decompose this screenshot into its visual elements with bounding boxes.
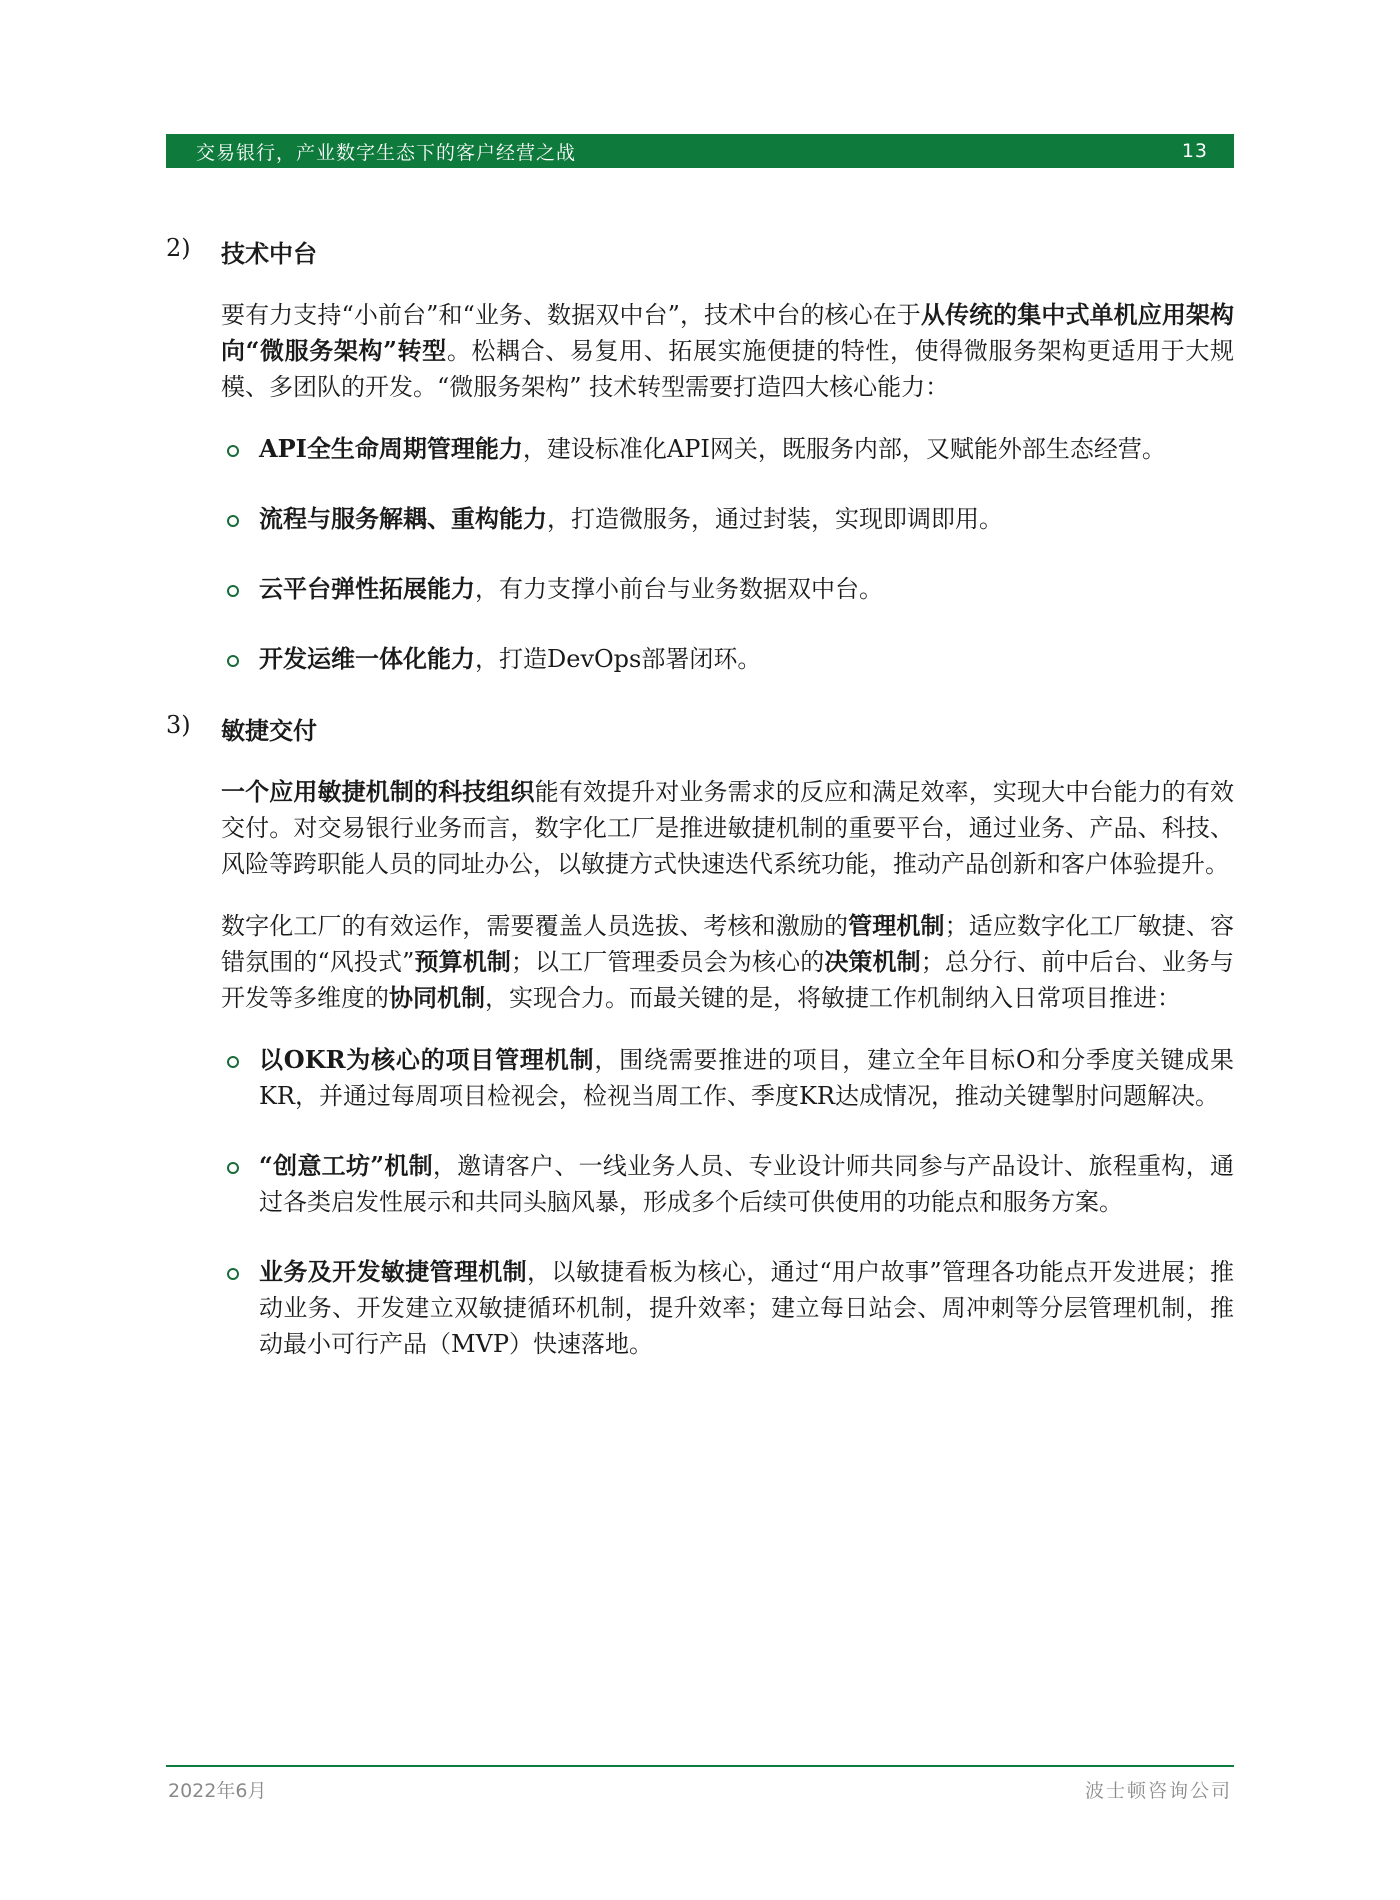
circle-bullet-icon <box>227 515 239 527</box>
text-run: 能有效提升对业务需求的反应和满足效率，实现大中台能力的有效交付。对交易银行业务而言，数字化工厂是推进敏捷机制的重要平台，通过业务、产品、科技、风险等跨职能人员的同址办公，以敏捷方式快速迭代系统功能，推动产品创新和客户体验提升。 <box>221 778 1235 878</box>
footer-date: 2022年6月 <box>168 1780 267 1802</box>
text-run: ，打造DevOps部署闭环。 <box>475 645 762 673</box>
bullet-item <box>221 1254 1234 1362</box>
bold-text-run: 预算机制 <box>414 947 511 976</box>
footer-divider <box>166 1765 1234 1767</box>
text-run: 要有力支持“小前台”和“业务、数据双中台”，技术中台的核心在于 <box>221 301 921 329</box>
bullet-item <box>221 1042 1234 1114</box>
footer-company: 波士顿咨询公司 <box>1084 1780 1232 1802</box>
bullet-item <box>221 501 1234 537</box>
bold-text-run: 流程与服务解耦、重构能力 <box>259 504 547 533</box>
bold-text-run: 决策机制 <box>824 947 921 976</box>
text-run: 数字化工厂的有效运作，需要覆盖人员选拔、考核和激励的 <box>221 912 849 940</box>
bold-text-run: 协同机制 <box>389 983 485 1012</box>
text-run: ，实现合力。而最关键的是，将敏捷工作机制纳入日常项目推进： <box>485 984 1181 1012</box>
bullet-list <box>221 1042 1234 1362</box>
text-run: 。松耦合、易复用、拓展实施便捷的特性，使得微服务架构更适用于大规模、多团队的开发。“微服务架构” 技术转型需要打造四大核心能力： <box>221 337 1235 401</box>
body-paragraph <box>221 774 1234 882</box>
bold-text-run: 开发运维一体化能力 <box>259 644 475 673</box>
section-number: 2) <box>166 234 191 262</box>
page-number: 13 <box>1181 140 1208 162</box>
bullet-item <box>221 1148 1234 1220</box>
text-run: ；总分行、前中后台、业务与开发等多维度的 <box>221 948 1235 1012</box>
bold-text-run: API全生命周期管理能力 <box>259 434 523 463</box>
bold-text-run: 管理机制 <box>848 911 945 940</box>
text-run: ，围绕需要推进的项目，建立全年目标O和分季度关键成果KR，并通过每周项目检视会，检视当周工作、季度KR达成情况，推动关键掣肘问题解决。 <box>259 1046 1234 1110</box>
bold-text-run: 云平台弹性拓展能力 <box>259 574 475 603</box>
circle-bullet-icon <box>227 655 239 667</box>
body-paragraph <box>221 908 1234 1016</box>
section-heading <box>166 711 1234 746</box>
bullet-item <box>221 571 1234 607</box>
section-heading <box>166 234 1234 269</box>
bullet-list <box>221 431 1234 677</box>
header-bar <box>166 134 1234 168</box>
bold-text-run: 业务及开发敏捷管理机制 <box>259 1257 527 1286</box>
text-run: ，以敏捷看板为核心，通过“用户故事”管理各功能点开发进展；推动业务、开发建立双敏捷循环机制，提升效率；建立每日站会、周冲刺等分层管理机制，推动最小可行产品（MVP）快速落地。 <box>259 1258 1234 1358</box>
text-run: ，有力支撑小前台与业务数据双中台。 <box>475 575 883 603</box>
text-run: ，邀请客户、一线业务人员、专业设计师共同参与产品设计、旅程重构，通过各类启发性展示和共同头脑风暴，形成多个后续可供使用的功能点和服务方案。 <box>259 1152 1235 1216</box>
section-number: 3) <box>166 711 191 739</box>
circle-bullet-icon <box>227 1268 239 1280</box>
bold-text-run: 从传统的集中式单机应用架构向“微服务架构”转型 <box>221 300 1234 365</box>
text-run: ，建设标准化API网关，既服务内部，又赋能外部生态经营。 <box>522 435 1166 463</box>
bullet-item <box>221 431 1234 467</box>
bullet-item <box>221 641 1234 677</box>
text-run: ；以工厂管理委员会为核心的 <box>510 948 825 976</box>
section-title: 敏捷交付 <box>221 716 317 745</box>
text-run: ，打造微服务，通过封装，实现即调即用。 <box>547 505 1003 533</box>
main-content <box>166 234 1234 1396</box>
text-run: ；适应数字化工厂敏捷、容错氛围的“风投式” <box>221 912 1235 976</box>
circle-bullet-icon <box>227 585 239 597</box>
bold-text-run: 一个应用敏捷机制的科技组织 <box>221 777 535 806</box>
bold-text-run: “创意工坊”机制 <box>259 1151 433 1180</box>
body-paragraph <box>221 297 1234 405</box>
circle-bullet-icon <box>227 1056 239 1068</box>
header-title: 交易银行，产业数字生态下的客户经营之战 <box>196 141 577 164</box>
bold-text-run: 以OKR为核心的项目管理机制 <box>259 1045 595 1074</box>
section-title: 技术中台 <box>221 239 317 268</box>
circle-bullet-icon <box>227 445 239 457</box>
circle-bullet-icon <box>227 1162 239 1174</box>
